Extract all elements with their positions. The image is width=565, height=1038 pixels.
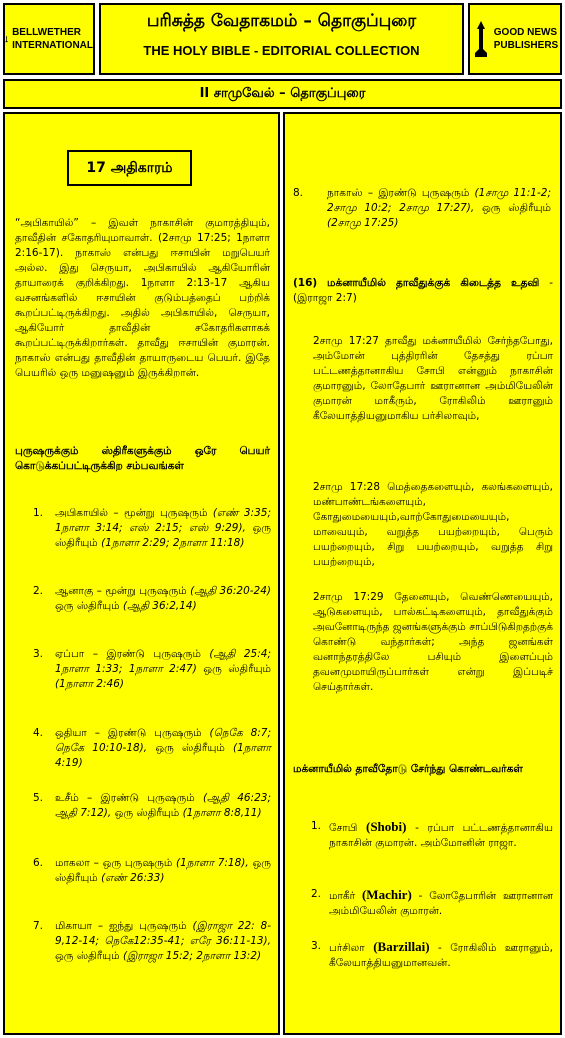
item-tail: ஒரு ஸ்திரீயும் [55,600,120,612]
person-english-name: (Shobi) [365,819,407,834]
item-refs: (நெகே 8:7; நெகே 10:10-18), [55,727,272,754]
item-refs: (இராஜா 22: 8-9,12-14; நெகே12:35-41; எரே 36:11-13), [55,920,271,947]
item-desc: இரண்டு புருஷரும் [378,187,470,199]
person-english-name: (Machir) [361,887,412,902]
book-title-bar [3,79,562,109]
item-refs2: (1நாளா 4:19) [55,742,271,769]
item-refs: (ஆதி 25:4; 1நாளா 1:33; 1நாளா 2:47) [55,648,271,675]
person-desc: - லோதேபாரின் ஊரானான அம்மியேலின் குமாரன். [329,890,554,917]
lamp-icon [472,19,490,59]
right-logo-text: GOOD NEWS PUBLISHERS [493,27,559,51]
item-refs2: (எண் 26:33) [101,872,165,884]
item-tail: ஒரு ஸ்திரீயும் [114,807,180,819]
verse-paragraph: 2சாமு 17:29 தேனையும், வெண்ணெயையும், ஆடுகளையும், பால்கட்டிகளையும், தாவீதுக்கும் அவனோடிருந்த ஜனங்களுக்கும் சாப்பிடுகிறதற்குக் கொண்டு வந்தார்கள்; அந்த ஜனங்கள் வனாந்தரத்திலே பசியும் இளைப்பும் தவனமுமாயிருப்பார்கள் என்று இப்படிச் செய்தார்கள். [313,591,553,693]
item-tail: ஒரு ஸ்திரீயும் [481,202,551,214]
person-name: பர்சிலா [329,942,365,954]
item-number: 3. [311,940,322,952]
item-desc: மூன்று புருஷரும் [123,507,208,519]
item-refs: (1நாளா 7:18), [176,857,249,869]
item-name: மாகலா [55,857,90,869]
item-number: 6. [33,857,44,869]
intro-paragraph: “அபிகாயில்” – இவள் நாகாசின் குமாரத்தியும், தாவீதின் சகோதரியுமாவாள். (2சாமு 17:25; 1நாளா 2:16-17). நாகாஸ் என்பது ஈசாயின் மறுபெயர் அல்ல. இது செருயா, அபிகாயில் ஆகியோரின் தாயாரைக் குறிக்கிறது. 1நாளா 2:13-17 ஆகிய வசனங்களில் ஈசாயின் குடும்பத்தைப் பற்றிக் கூறப்பட்டிருக்கிறது. அதில் அபிகாயில், செருயா, ஆகியோர் தாவீதின் சகோதரிகளாகக் கூறப்பட்டிருக்கிறார்கள். தாவீது ஈசாயின் குமாரன். நாகாஸ் என்பது தாவீதின் தாயாருடைய பெயர். இதே பெயரில் ஒரு மனுஷனும் இருக்கிறான். [15,217,270,379]
chapter-heading: 17 அதிகாரம் [67,150,192,186]
section-title: மக்னாயீமில் தாவீதுக்குக் கிடைத்த உதவி [327,277,540,289]
good-news-logo [468,3,562,75]
item-refs2: (இராஜா 15:2; 2நாளா 13:2) [122,950,262,962]
right-column: 8. நாகாஸ் – இரண்டு புருஷரும் (1சாமு 11:1-2; 2சாமு 10:2; 2சாமு 17:27), ஒரு ஸ்திரீயும் (2சாமு 17:25) (16) மக்னாயீமில் தாவீதுக்குக் கிடைத்த உதவி - (இராஜா 2:7) 2சாமு 17:27 தாவீது மக்னாயீமில் சேர்ந்தபோது, அம்மோன் புத்திரரின் தேசத்து ரப்பா பட்டணத்தானாகிய சோபி என்னும் நாகாசின் குமாரனும், லோதேபார் ஊரானான அம்மியேலின் குமாரன் மாகீரும், ரோகிலிம் ஊரானும் கீலேயாத்தியனுமாகிய பர்சிலாவும், 2சாமு 17:28 மெத்தைகளையும், கலங்களையும், மண்பாண்டங்களையும், கோதுமையையும்,வாற்கோதுமையையும், மாவையும், வறுத்த பயற்றையும், பெரும் பயற்றையும், சிறு பயற்றையும், வறுத்த சிறு பயற்றையும், 2சாமு 17:29 தேனையும், வெண்ணெயையும், ஆடுகளையும், பால்கட்டிகளையும், தாவீதுக்கும் அவனோடிருந்த ஜனங்களுக்கும் சாப்பிடுகிறதற்குக் கொண்டு வந்தார்கள்; அந்த ஜனங்கள் வனாந்தரத்திலே பசியும் இளைப்பும் தவனமுமாயிருப்பார்கள் என்று இப்படிச் செய்தார்கள். மக்னாயீமில் தாவீதோடு சேர்ந்து கொண்டவர்கள் 1. சோபி (Shobi) - ரப்பா பட்டணத்தானாகிய நாகாசின் குமாரன். அம்மோனின் ராஜா. 2. மாகீர் (Machir) - லோதேபாரின் ஊரானான அம்மியேலின் குமாரன். 3. பர்சிலா (Barzillai) - ரோகிலிம் ஊரானும், கீலேயாத்தியனுமானவன். [283,112,562,1035]
item-tail: ஒரு ஸ்திரீயும் [203,663,271,675]
person-desc: - ரப்பா பட்டணத்தானாகிய நாகாசின் குமாரன். அம்மோனின் ராஜா. [329,822,554,849]
item-refs2: (1நாளா 8:8,11) [182,807,262,819]
item-refs2: (1நாளா 2:46) [55,678,124,690]
item-tail: ஒரு ஸ்திரீயும் [55,950,120,962]
verse-paragraph: 2சாமு 17:27 தாவீது மக்னாயீமில் சேர்ந்தபோது, அம்மோன் புத்திரரின் தேசத்து ரப்பா பட்டணத்தானாகிய சோபி என்னும் நாகாசின் குமாரனும், லோதேபார் ஊரானான அம்மியேலின் குமாரன் மாகீரும், ரோகிலிம் ஊரானும் கீலேயாத்தியனுமாகிய பர்சிலாவும், [313,335,553,422]
item-desc: இரண்டு புருஷரும் [107,727,202,739]
item-desc: ஐந்து புருஷரும் [108,920,187,932]
item-name: ஒதியா [55,727,87,739]
person-english-name: (Barzillai) [373,939,430,954]
item-name: ஆனாகு [55,585,94,597]
item-refs2: (ஆதி 36:2,14) [122,600,197,612]
section-heading: புருஷருக்கும் ஸ்திரீகளுக்கும் ஒரே பெயர் கொடுக்கப்பட்டிருக்கிற சம்பவங்கள் [15,445,270,472]
item-tail: ஒரு ஸ்திரீயும் [155,742,225,754]
item-refs2: (1நாளா 2:29; 2நாளா 11:18) [101,537,245,549]
bellwether-logo [3,3,95,75]
item-refs: (ஆதி 36:20-24) [190,585,272,597]
person-name: மாகீர் [329,890,356,902]
item-name: மிகாயா [55,920,93,932]
section-16-heading [293,276,553,306]
item-number: 1. [33,507,44,519]
item-name: நாகாஸ் [327,187,363,199]
item-tail: ஒரு ஸ்திரீயும் [55,522,271,549]
header-title-box [99,3,464,75]
item-number: 4. [33,727,44,739]
item-number: 2. [33,585,44,597]
left-column: 17 அதிகாரம் “அபிகாயில்” – இவள் நாகாசின் குமாரத்தியும், தாவீதின் சகோதரியுமாவாள். (2சாமு 17:25; 1நாளா 2:16-17). நாகாஸ் என்பது ஈசாயின் மறுபெயர் அல்ல. இது செருயா, அபிகாயில் ஆகியோரின் தாயாரைக் குறிக்கிறது. 1நாளா 2:13-17 ஆகிய வசனங்களில் ஈசாயின் குடும்பத்தைப் பற்றிக் கூறப்பட்டிருக்கிறது. அதில் அபிகாயில், செருயா, ஆகியோர் தாவீதின் சகோதரிகளாகக் கூறப்பட்டிருக்கிறார்கள். தாவீது ஈசாயின் குமாரன். நாகாஸ் என்பது தாவீதின் தாயாருடைய பெயர். இதே பெயரில் ஒரு மனுஷனும் இருக்கிறான். புருஷருக்கும் ஸ்திரீகளுக்கும் ஒரே பெயர் கொடுக்கப்பட்டிருக்கிற சம்பவங்கள் 1. அபிகாயில் – மூன்று புருஷரும் (எண் 3:35; 1நாளா 3:14; எஸ் 2:15; எஸ் 9:29), ஒரு ஸ்திரீயும் (1நாளா 2:29; 2நாளா 11:18) 2. ஆனாகு – மூன்று புருஷரும் (ஆதி 36:20-24) ஒரு ஸ்திரீயும் (ஆதி 36:2,14) 3. ஏப்பா – இரண்டு புருஷரும் (ஆதி 25:4; 1நாளா 1:33; 1நாளா 2:47) ஒரு ஸ்திரீயும் (1நாளா 2:46) 4. ஒதியா – இரண்டு புருஷரும் (நெகே 8:7; நெகே 10:10-18), ஒரு ஸ்திரீயும் (1நாளா 4:19) 5. உசீம் – இரண்டு புருஷரும் (ஆதி 46:23; ஆதி 7:12), ஒரு ஸ்திரீயும் (1நாளா 8:8,11) 6. மாகலா – ஒரு புருஷரும் (1நாளா 7:18), ஒரு ஸ்திரீயும் (எண் 26:33) 7. மிகாயா – ஐந்து புருஷரும் (இராஜா 22: 8-9,12-14; நெகே12:35-41; எரே 36:11-13), ஒரு ஸ்திரீயும் (இராஜா 15:2; 2நாளா 13:2) [3,112,280,1035]
item-desc: ஒரு புருஷரும் [102,857,173,869]
item-number: 5. [33,792,44,804]
person-desc: - ரோகிலிம் ஊரானும், கீலேயாத்தியனுமானவன். [329,942,553,969]
item-name: ஏப்பா [55,648,85,660]
section-ref: - (இராஜா 2:7) [293,277,553,304]
book-title: II சாமுவேல் – தொகுப்புரை [199,86,366,101]
item-name: உசீம் [55,792,79,804]
item-number: 2. [311,888,322,900]
english-title: THE HOLY BIBLE - EDITORIAL COLLECTION [143,43,420,58]
item-refs: (1சாமு 11:1-2; 2சாமு 10:2; 2சாமு 17:27), [327,187,551,214]
item-refs: (எண் 3:35; 1நாளா 3:14; எஸ் 2:15; எஸ் 9:29), [55,507,271,534]
section-number: (16) [293,277,318,289]
item-tail: ஒரு ஸ்திரீயும் [55,857,271,884]
lamp-icon [5,19,8,59]
item-number: 7. [33,920,44,932]
item-refs: (ஆதி 46:23; ஆதி 7:12), [55,792,271,819]
item-desc: இரண்டு புருஷரும் [100,792,195,804]
item-desc: இரண்டு புருஷரும் [106,648,201,660]
person-name: சோபி [329,822,358,834]
left-logo-text: BELLWETHER INTERNATIONAL [12,27,93,51]
section-heading: மக்னாயீமில் தாவீதோடு சேர்ந்து கொண்டவர்கள் [293,763,523,775]
tamil-title: பரிசுத்த வேதாகமம் – தொகுப்புரை [146,11,417,31]
item-refs2: (2சாமு 17:25) [327,217,399,229]
verse-paragraph: 2சாமு 17:28 மெத்தைகளையும், கலங்களையும், மண்பாண்டங்களையும், கோதுமையையும்,வாற்கோதுமையையும், மாவையும், வறுத்த பயற்றையும், பெரும் பயற்றையும், சிறு பயற்றையும், வறுத்த சிறு பயற்றையும், [313,481,553,568]
item-number: 8. [293,187,304,199]
item-desc: மூன்று புருஷரும் [105,585,187,597]
item-number: 1. [311,820,322,832]
item-number: 3. [33,648,44,660]
item-name: அபிகாயில் [55,507,108,519]
